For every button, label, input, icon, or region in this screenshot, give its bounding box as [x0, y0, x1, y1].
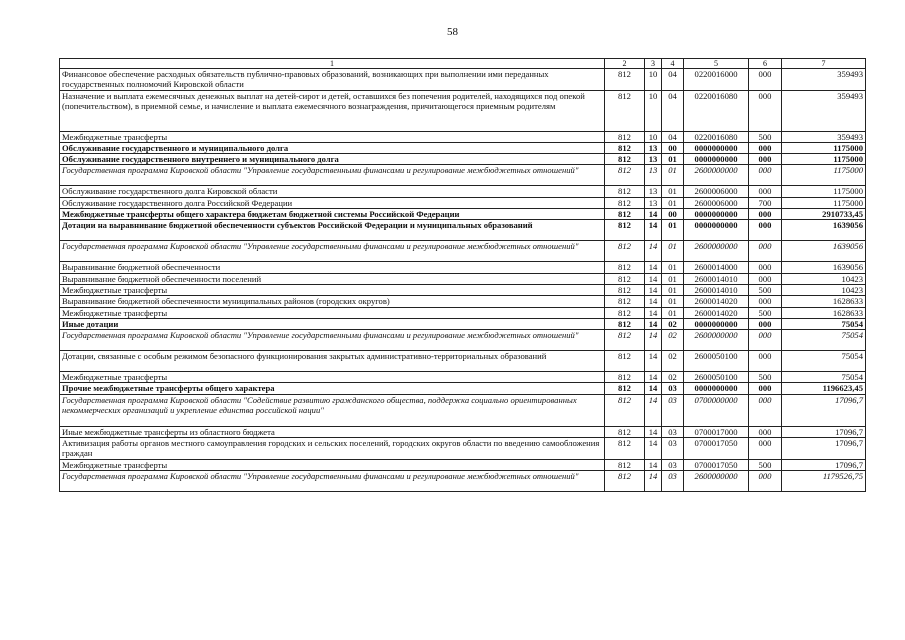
row-code-target: 2600006000 — [684, 197, 749, 208]
row-code-target: 0700000000 — [684, 394, 749, 426]
row-code-subsection: 03 — [662, 470, 684, 491]
row-amount: 10423 — [782, 273, 866, 284]
row-amount: 359493 — [782, 69, 866, 91]
row-name: Обслуживание государственного долга Кировской области — [60, 186, 605, 197]
row-name: Межбюджетные трансферты — [60, 372, 605, 383]
row-name: Иные дотации — [60, 318, 605, 329]
column-header: 5 — [684, 59, 749, 69]
row-code-ministry: 812 — [605, 273, 645, 284]
row-name: Межбюджетные трансферты — [60, 131, 605, 142]
row-code-ministry: 812 — [605, 383, 645, 394]
row-code-ministry: 812 — [605, 470, 645, 491]
row-code-expense-type: 000 — [749, 262, 782, 273]
row-code-ministry: 812 — [605, 394, 645, 426]
table-row — [60, 383, 866, 394]
row-code-expense-type: 500 — [749, 284, 782, 295]
row-code-ministry: 812 — [605, 262, 645, 273]
row-code-section: 14 — [645, 262, 662, 273]
table-row — [60, 351, 866, 372]
row-code-expense-type: 000 — [749, 165, 782, 186]
row-name: Прочие межбюджетные трансферты общего характера — [60, 383, 605, 394]
row-code-section: 14 — [645, 318, 662, 329]
row-code-subsection: 03 — [662, 459, 684, 470]
row-amount: 359493 — [782, 90, 866, 131]
row-code-ministry: 812 — [605, 186, 645, 197]
row-code-expense-type: 500 — [749, 131, 782, 142]
row-code-target: 0700017050 — [684, 438, 749, 460]
row-amount: 17096,7 — [782, 459, 866, 470]
row-code-section: 13 — [645, 165, 662, 186]
row-code-ministry: 812 — [605, 165, 645, 186]
row-name: Государственная программа Кировской области "Управление государственными финансами и регулирование межбюджетных отношений" — [60, 470, 605, 491]
row-code-subsection: 03 — [662, 383, 684, 394]
row-code-expense-type: 000 — [749, 220, 782, 241]
row-code-expense-type: 000 — [749, 383, 782, 394]
row-code-subsection: 01 — [662, 296, 684, 307]
table-row — [60, 142, 866, 153]
row-amount: 75054 — [782, 330, 866, 351]
row-code-section: 13 — [645, 142, 662, 153]
row-amount: 1639056 — [782, 241, 866, 262]
row-name: Межбюджетные трансферты — [60, 307, 605, 318]
row-code-subsection: 03 — [662, 394, 684, 426]
row-code-target: 2600014010 — [684, 273, 749, 284]
row-name: Обслуживание государственного внутреннего и муниципального долга — [60, 154, 605, 165]
row-code-subsection: 02 — [662, 351, 684, 372]
row-name: Активизация работы органов местного самоуправления городских и сельских поселений, городских округов области по введению самообложения граждан — [60, 438, 605, 460]
row-code-subsection: 01 — [662, 186, 684, 197]
row-code-expense-type: 000 — [749, 186, 782, 197]
row-code-section: 14 — [645, 209, 662, 220]
table-row — [60, 307, 866, 318]
row-code-subsection: 00 — [662, 209, 684, 220]
row-name: Государственная программа Кировской области "Управление государственными финансами и регулирование межбюджетных отношений" — [60, 241, 605, 262]
row-code-subsection: 01 — [662, 284, 684, 295]
row-code-section: 14 — [645, 394, 662, 426]
row-code-expense-type: 000 — [749, 351, 782, 372]
table-row — [60, 165, 866, 186]
row-code-section: 10 — [645, 69, 662, 91]
row-amount: 1175000 — [782, 186, 866, 197]
row-code-target: 2600014020 — [684, 307, 749, 318]
row-code-target: 0220016000 — [684, 69, 749, 91]
row-code-section: 14 — [645, 330, 662, 351]
row-code-ministry: 812 — [605, 351, 645, 372]
table-row — [60, 262, 866, 273]
row-name: Выравнивание бюджетной обеспеченности муниципальных районов (городских округов) — [60, 296, 605, 307]
page-number: 58 — [447, 26, 458, 38]
row-code-section: 10 — [645, 131, 662, 142]
row-name: Государственная программа Кировской области "Управление государственными финансами и регулирование межбюджетных отношений" — [60, 165, 605, 186]
row-code-ministry: 812 — [605, 426, 645, 437]
row-code-ministry: 812 — [605, 372, 645, 383]
row-code-subsection: 01 — [662, 220, 684, 241]
table-row — [60, 209, 866, 220]
row-code-section: 14 — [645, 351, 662, 372]
row-code-section: 14 — [645, 296, 662, 307]
row-code-target: 0000000000 — [684, 318, 749, 329]
row-code-target: 2600014020 — [684, 296, 749, 307]
row-code-expense-type: 000 — [749, 154, 782, 165]
table-row — [60, 284, 866, 295]
row-code-ministry: 812 — [605, 296, 645, 307]
row-code-section: 14 — [645, 438, 662, 460]
row-code-section: 13 — [645, 154, 662, 165]
row-code-subsection: 01 — [662, 262, 684, 273]
row-amount: 1628633 — [782, 296, 866, 307]
row-code-ministry: 812 — [605, 241, 645, 262]
row-code-section: 14 — [645, 284, 662, 295]
row-code-expense-type: 000 — [749, 241, 782, 262]
table-row — [60, 69, 866, 91]
row-code-target: 0000000000 — [684, 154, 749, 165]
row-code-subsection: 03 — [662, 426, 684, 437]
row-code-subsection: 01 — [662, 307, 684, 318]
row-code-ministry: 812 — [605, 90, 645, 131]
row-name: Выравнивание бюджетной обеспеченности поселений — [60, 273, 605, 284]
row-code-target: 2600000000 — [684, 241, 749, 262]
row-amount: 1179526,75 — [782, 470, 866, 491]
row-code-ministry: 812 — [605, 330, 645, 351]
row-code-ministry: 812 — [605, 209, 645, 220]
row-code-section: 14 — [645, 383, 662, 394]
row-code-subsection: 02 — [662, 330, 684, 351]
row-code-target: 2600006000 — [684, 186, 749, 197]
row-code-expense-type: 500 — [749, 307, 782, 318]
row-code-target: 2600014000 — [684, 262, 749, 273]
table-row — [60, 470, 866, 491]
row-code-expense-type: 000 — [749, 273, 782, 284]
table-row — [60, 220, 866, 241]
row-code-section: 14 — [645, 220, 662, 241]
row-code-section: 14 — [645, 273, 662, 284]
column-header: 2 — [605, 59, 645, 69]
row-code-section: 14 — [645, 470, 662, 491]
table-body — [60, 69, 866, 492]
row-code-target: 0000000000 — [684, 220, 749, 241]
row-code-target: 2600050100 — [684, 372, 749, 383]
row-code-subsection: 04 — [662, 69, 684, 91]
row-code-subsection: 03 — [662, 438, 684, 460]
table-row — [60, 273, 866, 284]
row-code-ministry: 812 — [605, 318, 645, 329]
table-row — [60, 241, 866, 262]
table-row — [60, 318, 866, 329]
row-name: Обслуживание государственного долга Российской Федерации — [60, 197, 605, 208]
row-code-expense-type: 500 — [749, 372, 782, 383]
row-amount: 359493 — [782, 131, 866, 142]
row-code-ministry: 812 — [605, 154, 645, 165]
column-header: 1 — [60, 59, 605, 69]
row-code-subsection: 01 — [662, 154, 684, 165]
row-code-target: 2600000000 — [684, 470, 749, 491]
row-amount: 1639056 — [782, 262, 866, 273]
row-code-expense-type: 000 — [749, 330, 782, 351]
row-code-target: 0000000000 — [684, 209, 749, 220]
row-name: Финансовое обеспечение расходных обязательств публично-правовых образований, возникающих при выполнении ими переданных государственных полномочий Кировской области — [60, 69, 605, 91]
row-code-subsection: 00 — [662, 142, 684, 153]
row-name: Дотации на выравнивание бюджетной обеспеченности субъектов Российской Федерации и муниципальных образований — [60, 220, 605, 241]
row-name: Дотации, связанные с особым режимом безопасного функционирования закрытых административно-территориальных образований — [60, 351, 605, 372]
table-row — [60, 90, 866, 131]
row-code-ministry: 812 — [605, 220, 645, 241]
row-amount: 17096,7 — [782, 394, 866, 426]
row-code-expense-type: 000 — [749, 296, 782, 307]
row-amount: 10423 — [782, 284, 866, 295]
table-row — [60, 296, 866, 307]
row-code-target: 0700017050 — [684, 459, 749, 470]
table-row — [60, 330, 866, 351]
table-row — [60, 426, 866, 437]
row-code-section: 14 — [645, 459, 662, 470]
row-code-subsection: 01 — [662, 273, 684, 284]
row-code-section: 14 — [645, 372, 662, 383]
column-number-row — [60, 59, 866, 69]
row-code-subsection: 02 — [662, 372, 684, 383]
row-amount: 17096,7 — [782, 426, 866, 437]
row-code-subsection: 04 — [662, 90, 684, 131]
table-row — [60, 459, 866, 470]
row-code-expense-type: 000 — [749, 90, 782, 131]
row-name: Межбюджетные трансферты — [60, 284, 605, 295]
table-row — [60, 197, 866, 208]
row-name: Межбюджетные трансферты — [60, 459, 605, 470]
table-row — [60, 186, 866, 197]
row-code-section: 14 — [645, 241, 662, 262]
table-row — [60, 131, 866, 142]
row-code-target: 0000000000 — [684, 142, 749, 153]
row-code-section: 13 — [645, 197, 662, 208]
row-amount: 1175000 — [782, 142, 866, 153]
row-code-subsection: 01 — [662, 197, 684, 208]
row-name: Иные межбюджетные трансферты из областного бюджета — [60, 426, 605, 437]
row-amount: 1175000 — [782, 197, 866, 208]
row-name: Межбюджетные трансферты общего характера бюджетам бюджетной системы Российской Федерации — [60, 209, 605, 220]
row-amount: 75054 — [782, 372, 866, 383]
row-code-target: 0000000000 — [684, 383, 749, 394]
row-name: Назначение и выплата ежемесячных денежных выплат на детей-сирот и детей, оставшихся без попечения родителей, находящихся под опекой (попечительством), в приемной семье, и начисление и выплата ежемесячного вознаграждения, причитающегося приемным родителям — [60, 90, 605, 131]
row-code-ministry: 812 — [605, 142, 645, 153]
row-name: Государственная программа Кировской области "Управление государственными финансами и регулирование межбюджетных отношений" — [60, 330, 605, 351]
row-code-subsection: 01 — [662, 165, 684, 186]
row-code-target: 2600050100 — [684, 351, 749, 372]
row-code-target: 0700017000 — [684, 426, 749, 437]
row-name: Выравнивание бюджетной обеспеченности — [60, 262, 605, 273]
row-amount: 75054 — [782, 351, 866, 372]
row-code-expense-type: 000 — [749, 142, 782, 153]
table-row — [60, 372, 866, 383]
row-code-target: 2600014010 — [684, 284, 749, 295]
row-code-ministry: 812 — [605, 284, 645, 295]
budget-table — [59, 58, 866, 492]
row-code-target: 0220016080 — [684, 90, 749, 131]
row-code-expense-type: 500 — [749, 459, 782, 470]
column-header: 3 — [645, 59, 662, 69]
row-code-section: 13 — [645, 186, 662, 197]
row-code-ministry: 812 — [605, 459, 645, 470]
row-code-target: 0220016080 — [684, 131, 749, 142]
column-header: 4 — [662, 59, 684, 69]
row-code-target: 2600000000 — [684, 330, 749, 351]
row-code-subsection: 02 — [662, 318, 684, 329]
row-code-ministry: 812 — [605, 131, 645, 142]
row-code-expense-type: 000 — [749, 209, 782, 220]
row-amount: 17096,7 — [782, 438, 866, 460]
row-code-section: 14 — [645, 426, 662, 437]
row-code-section: 10 — [645, 90, 662, 131]
row-code-subsection: 04 — [662, 131, 684, 142]
row-amount: 1639056 — [782, 220, 866, 241]
row-code-section: 14 — [645, 307, 662, 318]
row-amount: 1175000 — [782, 165, 866, 186]
row-code-expense-type: 000 — [749, 470, 782, 491]
row-code-ministry: 812 — [605, 307, 645, 318]
row-code-expense-type: 000 — [749, 69, 782, 91]
row-code-expense-type: 000 — [749, 438, 782, 460]
row-code-ministry: 812 — [605, 197, 645, 208]
row-amount: 1628633 — [782, 307, 866, 318]
row-code-subsection: 01 — [662, 241, 684, 262]
row-code-expense-type: 000 — [749, 394, 782, 426]
column-header: 6 — [749, 59, 782, 69]
row-code-ministry: 812 — [605, 438, 645, 460]
row-amount: 2910733,45 — [782, 209, 866, 220]
row-code-target: 2600000000 — [684, 165, 749, 186]
table-row — [60, 438, 866, 460]
row-amount: 1196623,45 — [782, 383, 866, 394]
table-row — [60, 154, 866, 165]
row-amount: 75054 — [782, 318, 866, 329]
row-code-expense-type: 000 — [749, 318, 782, 329]
row-code-expense-type: 000 — [749, 426, 782, 437]
row-name: Обслуживание государственного и муниципального долга — [60, 142, 605, 153]
table-row — [60, 394, 866, 426]
row-code-ministry: 812 — [605, 69, 645, 91]
row-amount: 1175000 — [782, 154, 866, 165]
row-code-expense-type: 700 — [749, 197, 782, 208]
row-name: Государственная программа Кировской области "Содействие развитию гражданского общества, поддержка социально ориентированных некоммерческих организаций и укрепление единства российской нации" — [60, 394, 605, 426]
column-header: 7 — [782, 59, 866, 69]
